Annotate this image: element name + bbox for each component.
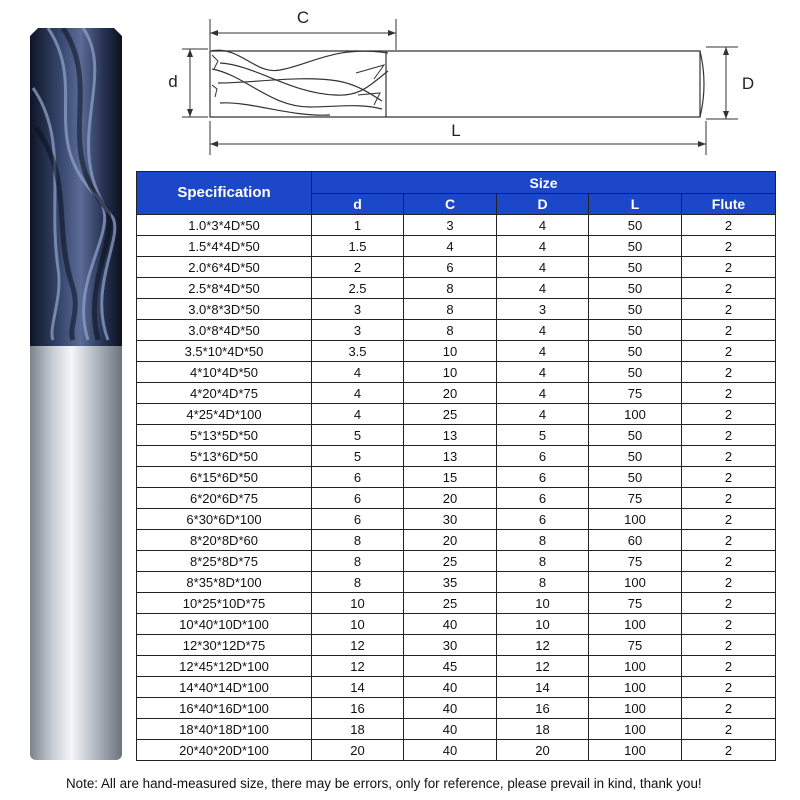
- cell-l: 50: [589, 257, 682, 278]
- cell-d-large: 6: [497, 467, 589, 488]
- cell-specification: 8*25*8D*75: [137, 551, 312, 572]
- cell-c: 8: [404, 320, 497, 341]
- cell-c: 20: [404, 488, 497, 509]
- cell-c: 40: [404, 719, 497, 740]
- cell-l: 50: [589, 278, 682, 299]
- cell-d: 8: [312, 551, 404, 572]
- cell-flute: 2: [682, 509, 776, 530]
- cell-specification: 14*40*14D*100: [137, 677, 312, 698]
- cell-l: 75: [589, 593, 682, 614]
- cell-d: 8: [312, 530, 404, 551]
- cell-c: 35: [404, 572, 497, 593]
- end-mill-dimension-diagram: [160, 5, 760, 155]
- table-row: [137, 278, 776, 299]
- cell-d: 14: [312, 677, 404, 698]
- cell-d-large: 14: [497, 677, 589, 698]
- cell-specification: 3.5*10*4D*50: [137, 341, 312, 362]
- cell-d-large: 20: [497, 740, 589, 761]
- table-row: [137, 425, 776, 446]
- cell-specification: 8*35*8D*100: [137, 572, 312, 593]
- cell-flute: 2: [682, 446, 776, 467]
- cell-flute: 2: [682, 572, 776, 593]
- cell-specification: 5*13*6D*50: [137, 446, 312, 467]
- cell-flute: 2: [682, 257, 776, 278]
- table-row: [137, 467, 776, 488]
- cell-l: 75: [589, 488, 682, 509]
- cell-l: 75: [589, 551, 682, 572]
- cell-l: 50: [589, 467, 682, 488]
- table-body: [137, 215, 776, 761]
- cell-l: 100: [589, 614, 682, 635]
- table-row: [137, 236, 776, 257]
- table-row: [137, 257, 776, 278]
- disclaimer-note: Note: All are hand-measured size, there may be errors, only for reference, please prevail in kind, thank you!: [66, 776, 702, 791]
- dimension-d-small-label: d: [168, 72, 178, 91]
- cell-flute: 2: [682, 719, 776, 740]
- column-header-flute: Flute: [682, 194, 776, 215]
- cell-c: 45: [404, 656, 497, 677]
- cell-l: 75: [589, 635, 682, 656]
- cell-c: 4: [404, 236, 497, 257]
- cell-flute: 2: [682, 362, 776, 383]
- table-row: [137, 488, 776, 509]
- cell-d: 8: [312, 572, 404, 593]
- size-header: Size: [312, 172, 776, 194]
- dimension-d-large-label: D: [741, 74, 755, 93]
- cell-d: 2.5: [312, 278, 404, 299]
- table-row: [137, 341, 776, 362]
- cell-c: 10: [404, 341, 497, 362]
- cell-specification: 6*20*6D*75: [137, 488, 312, 509]
- cell-l: 100: [589, 719, 682, 740]
- cell-specification: 4*20*4D*75: [137, 383, 312, 404]
- cell-d-large: 12: [497, 656, 589, 677]
- cell-d-large: 5: [497, 425, 589, 446]
- cell-d-large: 4: [497, 278, 589, 299]
- cell-l: 50: [589, 320, 682, 341]
- table-row: [137, 656, 776, 677]
- cell-d: 6: [312, 467, 404, 488]
- cell-flute: 2: [682, 593, 776, 614]
- table-row: [137, 740, 776, 761]
- cell-flute: 2: [682, 656, 776, 677]
- cell-c: 13: [404, 446, 497, 467]
- cell-flute: 2: [682, 383, 776, 404]
- cell-d: 1: [312, 215, 404, 236]
- cell-d: 3.5: [312, 341, 404, 362]
- table-row: [137, 551, 776, 572]
- specification-table: [136, 171, 776, 761]
- table-row: [137, 446, 776, 467]
- cell-l: 60: [589, 530, 682, 551]
- cell-specification: 18*40*18D*100: [137, 719, 312, 740]
- cell-d-large: 4: [497, 320, 589, 341]
- cell-l: 50: [589, 236, 682, 257]
- end-mill-shank: [30, 340, 122, 760]
- cell-flute: 2: [682, 236, 776, 257]
- cell-c: 30: [404, 635, 497, 656]
- cell-l: 50: [589, 299, 682, 320]
- cell-specification: 16*40*16D*100: [137, 698, 312, 719]
- cell-d: 3: [312, 299, 404, 320]
- cell-specification: 4*10*4D*50: [137, 362, 312, 383]
- table-row: [137, 719, 776, 740]
- cell-l: 50: [589, 425, 682, 446]
- table-row: [137, 215, 776, 236]
- cell-c: 40: [404, 677, 497, 698]
- tool-tip-details: [212, 55, 384, 105]
- cell-flute: 2: [682, 635, 776, 656]
- table-row: [137, 362, 776, 383]
- cell-flute: 2: [682, 425, 776, 446]
- cell-specification: 12*45*12D*100: [137, 656, 312, 677]
- cell-flute: 2: [682, 530, 776, 551]
- cell-d-large: 4: [497, 257, 589, 278]
- column-header-l: L: [589, 194, 682, 215]
- cell-flute: 2: [682, 614, 776, 635]
- cell-specification: 2.0*6*4D*50: [137, 257, 312, 278]
- cell-d-large: 4: [497, 215, 589, 236]
- cell-c: 8: [404, 299, 497, 320]
- cell-d-large: 4: [497, 236, 589, 257]
- cell-d-large: 4: [497, 341, 589, 362]
- tool-outline: [210, 50, 704, 117]
- cell-specification: 10*25*10D*75: [137, 593, 312, 614]
- cell-d-large: 4: [497, 383, 589, 404]
- cell-d-large: 16: [497, 698, 589, 719]
- cell-d: 6: [312, 488, 404, 509]
- table-header: [137, 172, 776, 215]
- cell-l: 100: [589, 656, 682, 677]
- cell-c: 25: [404, 551, 497, 572]
- cell-specification: 6*15*6D*50: [137, 467, 312, 488]
- cell-flute: 2: [682, 320, 776, 341]
- cell-c: 20: [404, 383, 497, 404]
- cell-l: 75: [589, 383, 682, 404]
- cell-d: 4: [312, 404, 404, 425]
- cell-d-large: 4: [497, 362, 589, 383]
- table-row: [137, 593, 776, 614]
- cell-l: 100: [589, 740, 682, 761]
- cell-specification: 6*30*6D*100: [137, 509, 312, 530]
- cell-d-large: 6: [497, 509, 589, 530]
- cell-c: 3: [404, 215, 497, 236]
- table-row: [137, 635, 776, 656]
- cell-l: 50: [589, 215, 682, 236]
- cell-c: 40: [404, 740, 497, 761]
- cell-d-large: 18: [497, 719, 589, 740]
- cell-c: 8: [404, 278, 497, 299]
- specification-header: Specification: [137, 172, 312, 215]
- table-row: [137, 614, 776, 635]
- cell-d: 6: [312, 509, 404, 530]
- cell-l: 100: [589, 404, 682, 425]
- cell-l: 100: [589, 572, 682, 593]
- dimension-c-label: C: [296, 8, 310, 27]
- table-row: [137, 320, 776, 341]
- cell-flute: 2: [682, 341, 776, 362]
- cell-flute: 2: [682, 467, 776, 488]
- cell-flute: 2: [682, 740, 776, 761]
- cell-d: 5: [312, 446, 404, 467]
- cell-d-large: 8: [497, 551, 589, 572]
- end-mill-photo: [28, 28, 124, 764]
- cell-l: 100: [589, 677, 682, 698]
- cell-specification: 2.5*8*4D*50: [137, 278, 312, 299]
- cell-d: 12: [312, 656, 404, 677]
- cell-d-large: 8: [497, 530, 589, 551]
- cell-c: 13: [404, 425, 497, 446]
- cell-d-large: 12: [497, 635, 589, 656]
- cell-d-large: 6: [497, 446, 589, 467]
- cell-c: 30: [404, 509, 497, 530]
- cell-d: 10: [312, 614, 404, 635]
- cell-c: 6: [404, 257, 497, 278]
- table-row: [137, 530, 776, 551]
- cell-flute: 2: [682, 677, 776, 698]
- column-header-d: d: [312, 194, 404, 215]
- cell-l: 100: [589, 509, 682, 530]
- cell-flute: 2: [682, 299, 776, 320]
- cell-d: 4: [312, 383, 404, 404]
- table-row: [137, 572, 776, 593]
- column-header-c: C: [404, 194, 497, 215]
- cell-flute: 2: [682, 488, 776, 509]
- cell-c: 15: [404, 467, 497, 488]
- cell-d: 10: [312, 593, 404, 614]
- table-row: [137, 299, 776, 320]
- cell-d-large: 10: [497, 614, 589, 635]
- cell-specification: 12*30*12D*75: [137, 635, 312, 656]
- cell-specification: 10*40*10D*100: [137, 614, 312, 635]
- cell-d: 2: [312, 257, 404, 278]
- cell-c: 25: [404, 593, 497, 614]
- cell-d: 4: [312, 362, 404, 383]
- cell-specification: 3.0*8*3D*50: [137, 299, 312, 320]
- cell-specification: 1.0*3*4D*50: [137, 215, 312, 236]
- table-row: [137, 383, 776, 404]
- cell-d: 20: [312, 740, 404, 761]
- cell-c: 40: [404, 614, 497, 635]
- cell-flute: 2: [682, 278, 776, 299]
- cell-c: 10: [404, 362, 497, 383]
- cell-flute: 2: [682, 404, 776, 425]
- cell-c: 25: [404, 404, 497, 425]
- cell-c: 20: [404, 530, 497, 551]
- cell-d-large: 4: [497, 404, 589, 425]
- cell-l: 100: [589, 698, 682, 719]
- cell-d: 3: [312, 320, 404, 341]
- cell-specification: 5*13*5D*50: [137, 425, 312, 446]
- cell-d-large: 3: [497, 299, 589, 320]
- cell-flute: 2: [682, 698, 776, 719]
- table-row: [137, 698, 776, 719]
- cell-specification: 8*20*8D*60: [137, 530, 312, 551]
- column-header-d-large: D: [497, 194, 589, 215]
- cell-d: 18: [312, 719, 404, 740]
- cell-flute: 2: [682, 551, 776, 572]
- cell-specification: 20*40*20D*100: [137, 740, 312, 761]
- cell-d: 16: [312, 698, 404, 719]
- cell-specification: 1.5*4*4D*50: [137, 236, 312, 257]
- cell-d-large: 8: [497, 572, 589, 593]
- dimension-l-label: L: [451, 121, 461, 140]
- cell-flute: 2: [682, 215, 776, 236]
- cell-specification: 3.0*8*4D*50: [137, 320, 312, 341]
- cell-d-large: 6: [497, 488, 589, 509]
- cell-c: 40: [404, 698, 497, 719]
- cell-d: 1.5: [312, 236, 404, 257]
- cell-d: 5: [312, 425, 404, 446]
- cell-l: 50: [589, 446, 682, 467]
- table-row: [137, 404, 776, 425]
- cell-l: 50: [589, 362, 682, 383]
- cell-l: 50: [589, 341, 682, 362]
- cell-d-large: 10: [497, 593, 589, 614]
- cell-d: 12: [312, 635, 404, 656]
- table-row: [137, 677, 776, 698]
- table-row: [137, 509, 776, 530]
- cell-specification: 4*25*4D*100: [137, 404, 312, 425]
